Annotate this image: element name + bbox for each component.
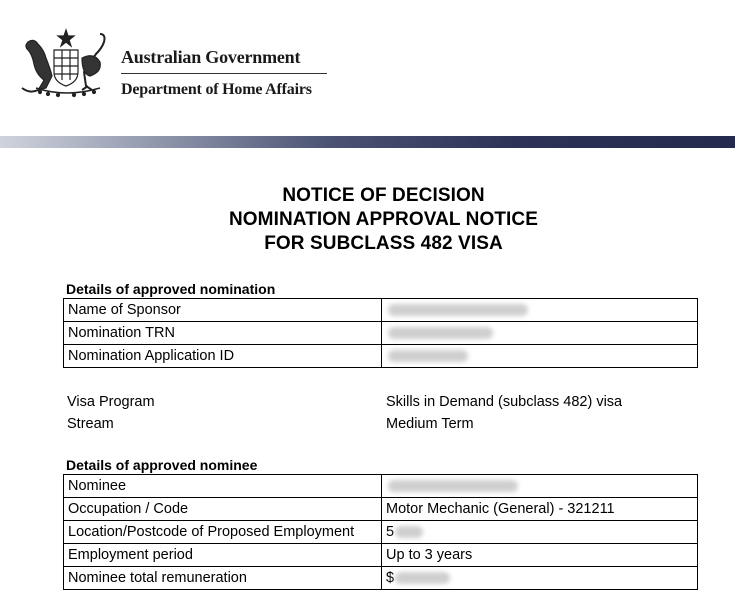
title-line-2: NOMINATION APPROVAL NOTICE xyxy=(228,209,539,230)
table-row xyxy=(64,544,698,567)
application-id-label: Nomination Application ID xyxy=(64,345,382,368)
table-row xyxy=(64,498,698,521)
stream-label: Stream xyxy=(67,416,114,432)
remuneration-value xyxy=(382,567,698,590)
redacted-value xyxy=(388,350,468,362)
table-row xyxy=(64,322,698,345)
remuneration-visible-value: $ xyxy=(386,570,395,586)
nomination-heading: Details of approved nomination xyxy=(66,281,276,297)
table-row xyxy=(64,475,698,498)
page-header xyxy=(0,0,735,135)
employment-period-label: Employment period xyxy=(64,544,382,567)
trn-label: Nomination TRN xyxy=(64,322,382,345)
redacted-value xyxy=(395,526,423,538)
redacted-value xyxy=(388,327,493,339)
sponsor-label: Name of Sponsor xyxy=(64,299,382,322)
occupation-label: Occupation / Code xyxy=(64,498,382,521)
redacted-value xyxy=(395,572,450,584)
table-row xyxy=(64,521,698,544)
nominee-label: Nominee xyxy=(64,475,382,498)
redacted-value xyxy=(388,304,528,316)
title-line-3: FOR SUBCLASS 482 VISA xyxy=(264,233,503,254)
document-title xyxy=(0,184,735,256)
nomination-table xyxy=(63,298,698,368)
branding-divider xyxy=(121,73,327,74)
table-row xyxy=(64,299,698,322)
redacted-value xyxy=(388,480,518,492)
government-branding xyxy=(121,46,327,100)
occupation-value: Motor Mechanic (General) - 321211 xyxy=(382,498,698,521)
employment-period-value: Up to 3 years xyxy=(382,544,698,567)
remuneration-label: Nominee total remuneration xyxy=(64,567,382,590)
location-visible-value: 5 xyxy=(386,524,395,540)
nominee-value xyxy=(382,475,698,498)
title-line-1: NOTICE OF DECISION xyxy=(282,185,485,206)
trn-value xyxy=(382,322,698,345)
application-id-value xyxy=(382,345,698,368)
location-label: Location/Postcode of Proposed Employment xyxy=(64,521,382,544)
visa-program-value: Skills in Demand (subclass 482) visa xyxy=(386,394,623,410)
header-band xyxy=(0,136,735,148)
department-name: Department of Home Affairs xyxy=(121,81,312,98)
table-row xyxy=(64,345,698,368)
australian-coat-of-arms-icon xyxy=(16,28,116,100)
government-name: Australian Government xyxy=(121,47,301,67)
table-row xyxy=(64,567,698,590)
nominee-table xyxy=(63,474,698,590)
nominee-heading: Details of approved nominee xyxy=(66,457,258,473)
visa-program-label: Visa Program xyxy=(67,394,155,410)
stream-value: Medium Term xyxy=(386,416,474,432)
sponsor-value xyxy=(382,299,698,322)
location-value xyxy=(382,521,698,544)
